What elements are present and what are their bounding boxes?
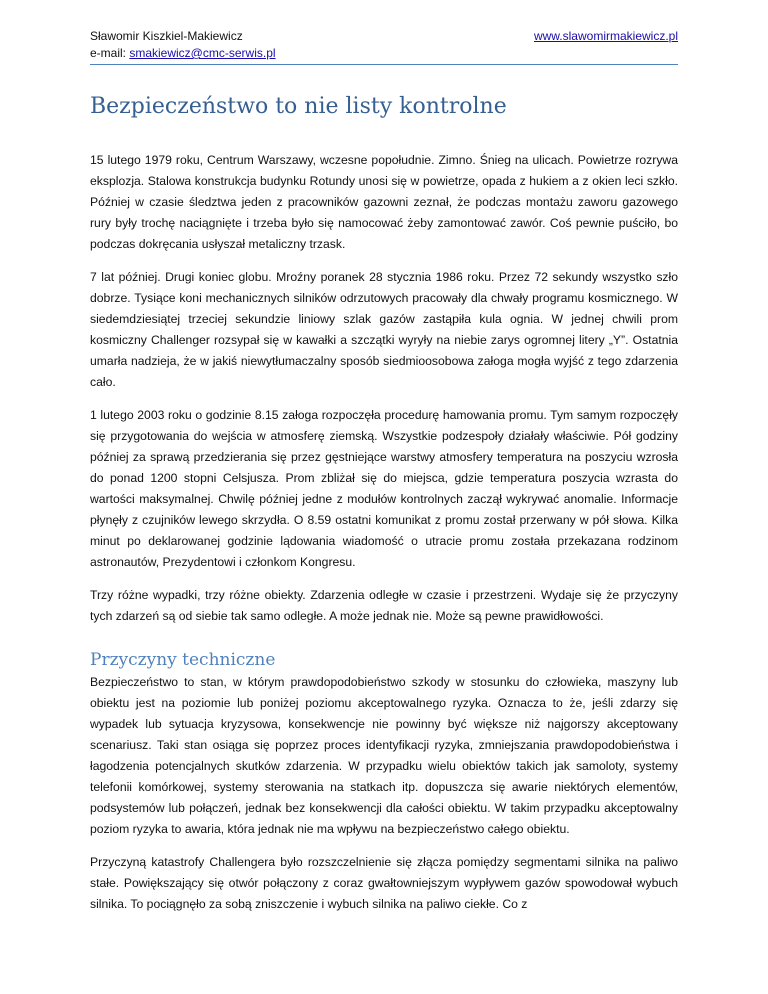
article-body — [90, 94, 678, 927]
header-divider — [90, 64, 678, 65]
paragraph-3: 1 lutego 2003 roku o godzinie 8.15 załoga rozpoczęła procedurę hamowania promu. Tym samym rozpoczęły się przygotowania do wejścia w atmosferę ziemską. Wszystkie podzespoły działały właściwie. Pół godziny później za sprawą przedzierania się przez gęstniejące warstwy atmosfery temperatura na poszyciu wzrosła do ponad 1200 stopni Celsjusza. Prom zbliżał się do miejsca, gdzie temperatura poszycia wzrasta do wartości maksymalnej. Chwilę później jedne z modułów kontrolnych zaczął wykrywać anomalie. Informacje płynęły z czujników lewego skrzydła. O 8.59 ostatni komunikat z promu został przerwany w pół słowa. Kilka minut po deklarowanej godzinie lądowania wiadomość o utracie promu została przekazana rodzinom astronautów, Prezydentowi i członkom Kongresu. — [90, 408, 678, 569]
header-website — [534, 28, 678, 45]
page-header — [90, 28, 678, 64]
header-email-line — [90, 45, 276, 62]
document-title: Bezpieczeństwo to nie listy kontrolne — [90, 94, 507, 119]
header-author: Sławomir Kiszkiel-Makiewicz — [90, 29, 243, 43]
header-website-link[interactable]: www.slawomirmakiewicz.pl — [533, 29, 678, 43]
section-heading: Przyczyny techniczne — [90, 650, 276, 670]
section-paragraph-1: Bezpieczeństwo to stan, w którym prawdopodobieństwo szkody w stosunku do człowieka, maszyny lub obiektu jest na poziomie lub poniżej poziomu akceptowalnego ryzyka. Oznacza to że, jeśli zdarzy się wypadek lub sytuacja kryzysowa, konsekwencje nie powinny być większe niż najgorszy akceptowany scenariusz. Taki stan osiąga się poprzez proces identyfikacji ryzyka, zmniejszania prawdopodobieństwa i łagodzenia potencjalnych skutków zdarzenia. W przypadku wielu obiektów takich jak samoloty, systemy telefonii komórkowej, systemy sterowania na statkach itp. dopuszcza się awarie niektórych elementów, podsystemów lub połączeń, jednak bez konsekwencji dla całości obiektu. W takim przypadku akceptowalny poziom ryzyka to awaria, która jednak nie ma wpływu na bezpieczeństwo całego obiektu. — [90, 675, 678, 836]
paragraph-4: Trzy różne wypadki, trzy różne obiekty. Zdarzenia odległe w czasie i przestrzeni. Wydaje się że przyczyny tych zdarzeń są od siebie tak samo odległe. A może jednak nie. Może są pewne prawidłowości. — [90, 588, 678, 623]
section-spacer — [90, 639, 678, 649]
section-paragraph-2: Przyczyną katastrofy Challengera było rozszczelnienie się złącza pomiędzy segmentami silnika na paliwo stałe. Powiększający się otwór połączony z coraz gwałtowniejszym wypływem gazów spowodował wybuch silnika. To pociągnęło za sobą zniszczenie i wybuch silnika na paliwo ciekłe. Co z — [90, 855, 678, 911]
header-email-link[interactable]: smakiewicz@cmc-serwis.pl — [129, 46, 276, 60]
header-contact — [90, 28, 276, 62]
paragraph-1: 15 lutego 1979 roku, Centrum Warszawy, wczesne popołudnie. Zimno. Śnieg na ulicach. Powietrze rozrywa eksplozja. Stalowa konstrukcja budynku Rotundy unosi się w powietrze, opada z hukiem a z okien leci szkło. Później w czasie śledztwa jeden z pracowników gazowni zeznał, że podczas montażu zaworu gazowego rury były trochę naciągnięte i trzeba było się namocować żeby zamontować zawór. Coś pewnie puściło, bo podczas dokręcania usłyszał metaliczny trzask. — [90, 153, 678, 251]
paragraph-2: 7 lat później. Drugi koniec globu. Mroźny poranek 28 stycznia 1986 roku. Przez 72 sekundy wszystko szło dobrze. Tysiące koni mechanicznych silników odrzutowych pracowały dla chwały programu kosmicznego. W siedemdziesiątej trzeciej sekundzie liniowy szlak gazów zastąpiła kula ognia. W jednej chwili prom kosmiczny Challenger rozsypał się w kawałki a szczątki wyryły na niebie zarys ogromnej litery „Y”. Ostatnia umarła nadzieja, że w jakiś niewytłumaczalny sposób siedmioosobowa załoga mogła wyjść z tego zdarzenia cało. — [90, 270, 678, 389]
header-email-label: e-mail: — [90, 46, 130, 60]
